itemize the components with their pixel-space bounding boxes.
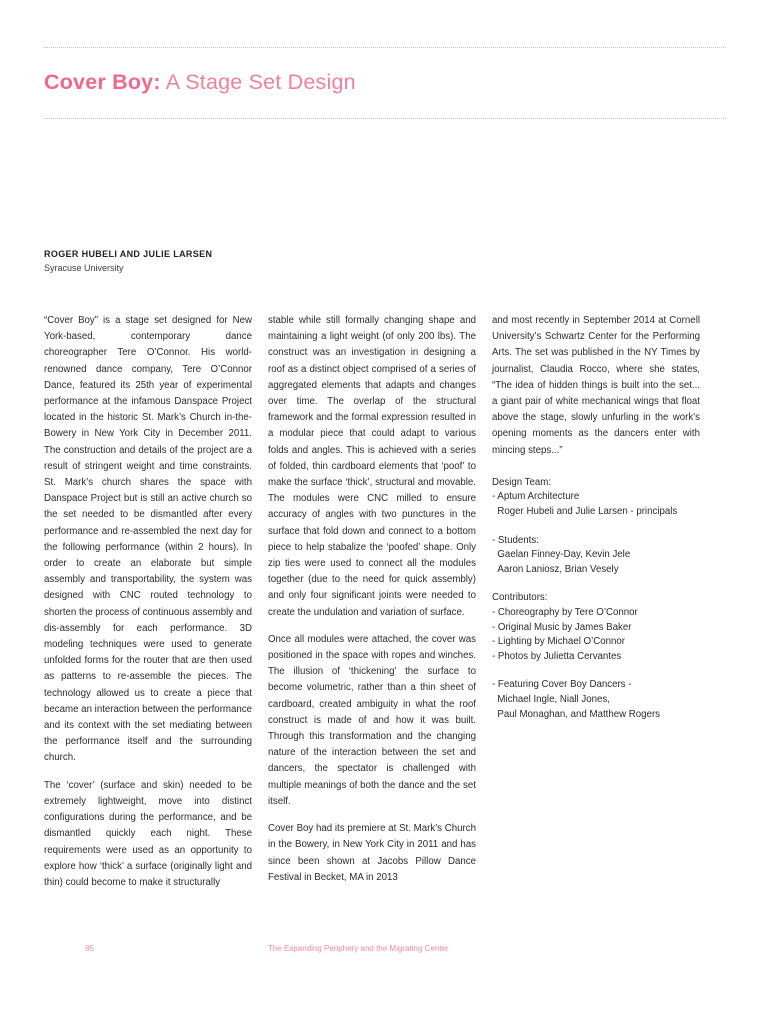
article-body	[44, 313, 700, 902]
author-block	[44, 249, 212, 273]
credits-dancers	[492, 678, 700, 722]
credit-line: - Students:	[492, 534, 539, 546]
page-number: 85	[85, 944, 94, 953]
credit-line: Roger Hubeli and Julie Larsen - principals	[492, 506, 678, 518]
credits-students	[492, 534, 700, 578]
paragraph: “Cover Boy” is a stage set designed for New York-based, contemporary dance choreographer Tere O’Connor. His world-renowned dance company, Tere O’Connor Dance, featured its 25th year of experimental performance at the infamous Danspace Project located in the historic St. Mark’s Church in-the-Bowery in New York City in December 2011. The construction and details of the project are a result of stringent weight and time constraints. St. Mark’s church shares the space with Danspace Project but is still an active church so the set needed to be dismantled after every performance and re-assembled the next day for the following performance (within 2 hours). In order to create an elaborate but simple assembly and transportability, the system was designed with CNC routed technology to shorten the process of continuous assembly and dis-assembly for each performance. 3D modeling techniques were used to generate unfolded forms for the router that are then used as patterns to re-assemble the pieces. The technology allowed us to create a piece that became an interaction between the performance and its context with the set mediating between the performance itself and the surrounding church.	[44, 315, 252, 764]
credits-design-team	[492, 476, 700, 520]
page-title	[44, 70, 356, 96]
credits-contributors	[492, 591, 700, 664]
credit-line: - Featuring Cover Boy Dancers -	[492, 679, 632, 691]
credit-line: - Aptum Architecture	[492, 491, 580, 503]
paragraph: stable while still formally changing shape and maintaining a light weight (of only 200 lbs). The construct was an investigation in designing a roof as a distinct object comprised of a series of aggregated elements that adapts and changes over time. The overlap of the structural framework and the formal expression resulted in a modular piece that could adapt to various folds and angles. This is achieved with a series of folded, thin cardboard elements that ‘poof’ to make the surface ‘thick’, structural and movable. The modules were CNC milled to ensure accuracy of angles with two punctures in the surface that fold down and connect to a bottom piece to help stabalize the ‘poofed’ shape. Only zip ties were used to connect all the modules together (due to the need for quick assembly) and only four significant joints were needed to create the undulation and variation of surface.	[268, 315, 476, 618]
dotted-divider-top	[44, 47, 726, 48]
author-affiliation: Syracuse University	[44, 263, 124, 273]
running-title: The Expanding Periphery and the Migrating Center	[268, 944, 449, 953]
text-column-2	[268, 313, 476, 902]
credit-line: - Photos by Julietta Cervantes	[492, 650, 622, 662]
credit-line: - Original Music by James Baker	[492, 621, 632, 633]
credit-line: Gaelan Finney-Day, Kevin Jele	[492, 549, 631, 561]
author-names: ROGER HUBELI AND JULIE LARSEN	[44, 249, 213, 259]
credit-line: - Choreography by Tere O’Connor	[492, 606, 638, 618]
paragraph: and most recently in September 2014 at Cornell University’s Schwartz Center for the Performing Arts. The set was published in the NY Times by journalist, Claudia Rocco, where she states, “The idea of hidden things is built into the set... a giant pair of white mechanical wings that float above the stage, slowly unfurling in the work’s opening moments as the dancers enter with mincing steps...”	[492, 315, 700, 456]
dotted-divider-bottom	[44, 118, 726, 119]
title-subtitle: A Stage Set Design	[165, 70, 356, 94]
text-column-3	[492, 313, 700, 902]
credit-line: Aaron Laniosz, Brian Vesely	[492, 563, 619, 575]
title-emphasis: Cover Boy:	[44, 70, 161, 94]
paragraph: The ‘cover’ (surface and skin) needed to be extremely lightweight, move into distinct configurations during the performance, and be dismantled quickly each night. These requirements were used as an opportunity to explore how ‘thick’ a surface (originally light and thin) could become to make it structurally	[44, 779, 252, 888]
paragraph: Once all modules were attached, the cover was positioned in the space with ropes and winches. The illusion of ‘thickening’ the surface to become volumetric, rather than a thin sheet of cardboard, created ambiguity in what the roof construct is made of and how it was built. Through this transformation and the changing nature of the interaction between the set and dancers, the spectator is challenged with multiple meanings of both the dance and the set itself.	[268, 633, 476, 807]
credits-block	[492, 476, 700, 722]
paragraph: Cover Boy had its premiere at St. Mark’s Church in the Bowery, in New York City in 2011 and has since been shown at Jacobs Pillow Dance Festival in Becket, MA in 2013	[268, 823, 476, 883]
credit-line: Michael Ingle, Niall Jones,	[492, 693, 610, 705]
credit-line: Design Team:	[492, 476, 552, 488]
credit-line: Paul Monaghan, and Matthew Rogers	[492, 708, 661, 720]
credit-line: Contributors:	[492, 592, 548, 604]
text-column-1	[44, 313, 252, 902]
credit-line: - Lighting by Michael O’Connor	[492, 636, 625, 648]
